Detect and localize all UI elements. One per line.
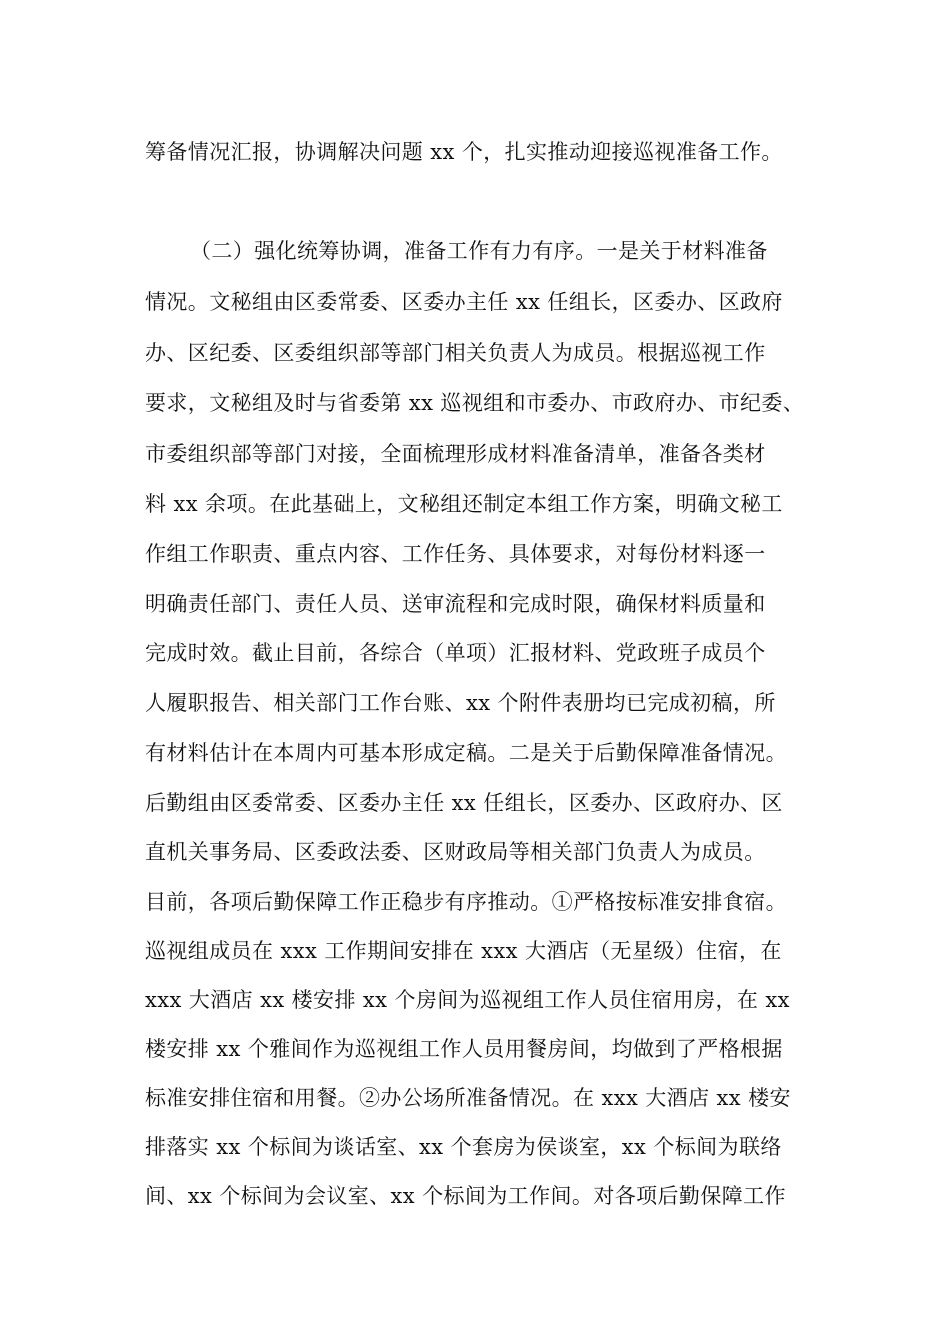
text-line-7: 料 xx 余项。在此基础上，文秘组还制定本组工作方案，明确文秘工	[145, 492, 783, 516]
text-line-11: 人履职报告、相关部门工作台账、xx 个附件表册均已完成初稿，所	[145, 691, 776, 715]
text-line-10: 完成时效。截止目前，各综合（单项）汇报材料、党政班子成员个	[145, 641, 766, 665]
text-line-9: 明确责任部门、责任人员、送审流程和完成时限，确保材料质量和	[145, 592, 766, 616]
text-line-20: 排落实 xx 个标间为谈话室、xx 个套房为侯谈室，xx 个标间为联络	[145, 1135, 782, 1159]
text-line-12: 有材料估计在本周内可基本形成定稿。二是关于后勤保障准备情况。	[145, 741, 787, 765]
text-line-3: 情况。文秘组由区委常委、区委办主任 xx 任组长，区委办、区政府	[145, 290, 783, 314]
text-line-13: 后勤组由区委常委、区委办主任 xx 任组长，区委办、区政府办、区	[145, 791, 783, 815]
text-line-8: 作组工作职责、重点内容、工作任务、具体要求，对每份材料逐一	[145, 542, 766, 566]
text-line-19: 标准安排住宿和用餐。②办公场所准备情况。在 xxx 大酒店 xx 楼安	[145, 1086, 791, 1110]
text-line-21: 间、xx 个标间为会议室、xx 个标间为工作间。对各项后勤保障工作	[145, 1184, 786, 1208]
text-line-17: xxx 大酒店 xx 楼安排 xx 个房间为巡视组工作人员住宿用房，在 xx	[145, 988, 790, 1012]
text-line-2: （二）强化统筹协调，准备工作有力有序。一是关于材料准备	[190, 239, 768, 263]
text-line-4: 办、区纪委、区委组织部等部门相关负责人为成员。根据巡视工作	[145, 341, 766, 365]
text-line-14: 直机关事务局、区委政法委、区财政局等相关部门负责人为成员。	[145, 840, 766, 864]
text-line-5: 要求，文秘组及时与省委第 xx 巡视组和市委办、市政府办、市纪委、	[145, 391, 805, 415]
text-line-1: 筹备情况汇报，协调解决问题 xx 个，扎实推动迎接巡视准备工作。	[145, 140, 783, 164]
text-line-15: 目前，各项后勤保障工作正稳步有序推动。①严格按标准安排食宿。	[145, 890, 787, 914]
text-line-16: 巡视组成员在 xxx 工作期间安排在 xxx 大酒店（无星级）住宿，在	[145, 939, 782, 963]
text-line-6: 市委组织部等部门对接，全面梳理形成材料准备清单，准备各类材	[145, 442, 766, 466]
text-line-18: 楼安排 xx 个雅间作为巡视组工作人员用餐房间，均做到了严格根据	[145, 1037, 783, 1061]
